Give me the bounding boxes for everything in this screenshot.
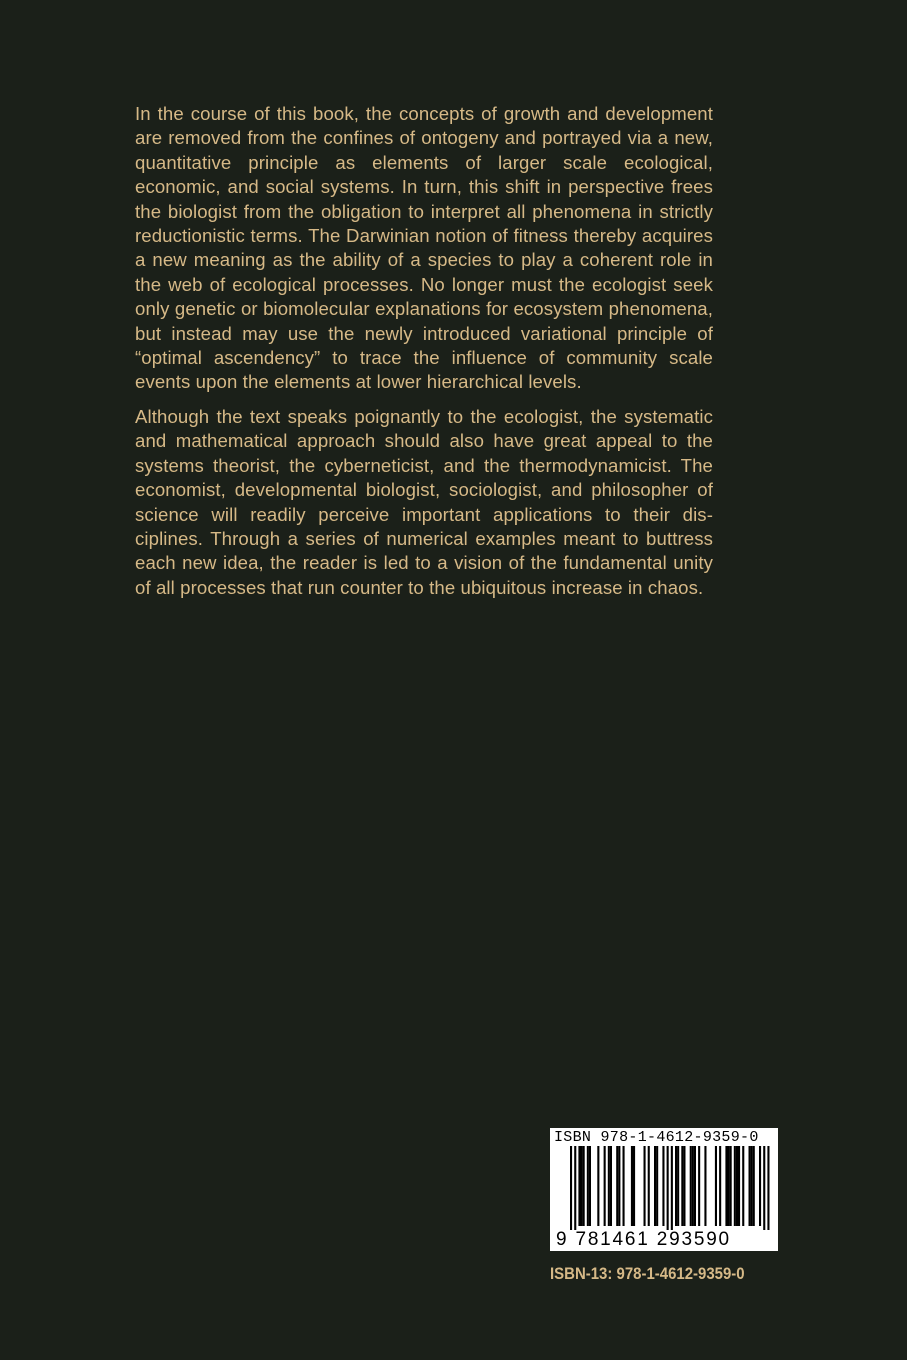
barcode-bar: [698, 1146, 700, 1226]
barcode-bar: [694, 1146, 696, 1226]
barcode-bar: [719, 1146, 721, 1226]
barcode-bar: [753, 1146, 755, 1226]
barcode-bar: [610, 1146, 612, 1226]
isbn-barcode: [550, 1128, 778, 1251]
isbn13-text: ISBN-13: 978-1-4612-9359-0: [550, 1264, 745, 1283]
barcode-bar: [681, 1146, 683, 1226]
barcode-bar: [578, 1146, 580, 1226]
barcode-bar: [648, 1146, 650, 1226]
barcode-bars: [550, 1146, 778, 1230]
barcode-bar: [597, 1146, 599, 1226]
barcode-bar: [618, 1146, 620, 1226]
barcode-bar: [751, 1146, 753, 1226]
barcode-bar: [633, 1146, 635, 1226]
barcode-bar: [690, 1146, 692, 1226]
barcode-bar: [623, 1146, 625, 1226]
barcode-bar: [692, 1146, 694, 1226]
barcode-bar: [654, 1146, 656, 1226]
barcode-bar: [742, 1146, 744, 1226]
barcode-bar: [734, 1146, 736, 1226]
barcode-guard-bar: [671, 1146, 673, 1230]
barcode-bar: [683, 1146, 685, 1226]
barcode-bar: [738, 1146, 740, 1226]
barcode-bar: [736, 1146, 738, 1226]
barcode-bar: [616, 1146, 618, 1226]
barcode-bar: [662, 1146, 664, 1226]
barcode-guard-bar: [570, 1146, 572, 1230]
barcode-guard-bar: [667, 1146, 669, 1230]
barcode-bar: [581, 1146, 583, 1226]
barcode-bar: [604, 1146, 606, 1226]
barcode-bar: [759, 1146, 761, 1226]
barcode-bar: [715, 1146, 717, 1226]
barcode-bar: [725, 1146, 727, 1226]
barcode-guard-bar: [767, 1146, 769, 1230]
barcode-bar: [704, 1146, 706, 1226]
barcode-isbn-label: ISBN 978-1-4612-9359-0: [554, 1129, 759, 1146]
barcode-bar: [644, 1146, 646, 1226]
barcode-bar: [608, 1146, 610, 1226]
barcode-digits: 9 781461 293590: [556, 1229, 731, 1250]
barcode-bar: [631, 1146, 633, 1226]
barcode-bar: [589, 1146, 591, 1226]
barcode-bar: [677, 1146, 679, 1226]
barcode-bar: [583, 1146, 585, 1226]
barcode-guard-bar: [574, 1146, 576, 1230]
barcode-bar: [749, 1146, 751, 1226]
back-cover-blurb: [135, 102, 713, 610]
blurb-paragraph-2: Although the text speaks poignantly to the ecologist, the systematic and mathematical approach should also have great appeal to the systems theorist, the cyberneticist, and the thermodynamicist. The economist, developmental biologist, sociologist, and philosopher of science will readily perceive important applications to their dis-ciplines. Through a series of numerical examples meant to buttress each new idea, the reader is led to a vision of the fundamental unity of all processes that run counter to the ubiquitous increase in chaos.: [135, 405, 713, 598]
barcode-guard-bar: [763, 1146, 765, 1230]
barcode-bar: [675, 1146, 677, 1226]
barcode-bar: [656, 1146, 658, 1226]
blurb-paragraph-1: In the course of this book, the concepts of growth and development are removed from the confines of ontogeny and portrayed via a new, quantitative principle as elements of larger scale ecological, economic, and social systems. In turn, this shift in perspective frees the biologist from the obligation to interpret all phenomena in strictly reductionistic terms. The Darwinian notion of fitness thereby acquires a new meaning as the ability of a species to play a coherent role in the web of ecological processes. No longer must the ecologist seek only genetic or biomolecular explanations for ecosystem phenomena, but instead may use the newly introduced variational principle of “optimal ascendency” to trace the influence of community scale events upon the elements at lower hierarchical levels.: [135, 103, 713, 393]
barcode-bar: [730, 1146, 732, 1226]
barcode-bar: [587, 1146, 589, 1226]
barcode-bar: [728, 1146, 730, 1226]
